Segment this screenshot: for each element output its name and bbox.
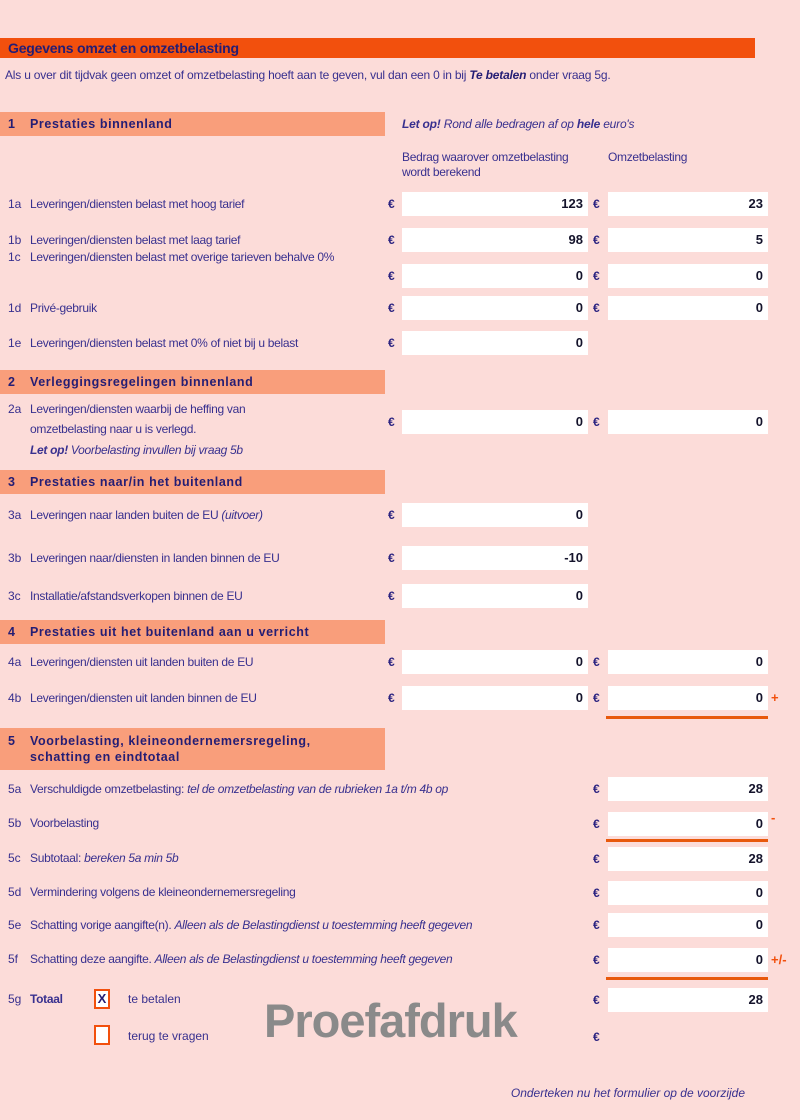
euro-icon: €: [593, 1030, 600, 1044]
intro-pre: Als u over dit tijdvak geen omzet of omzetbelasting hoeft aan te geven, vul dan een 0 in bij: [5, 68, 470, 82]
row-3a-id: 3a: [8, 508, 22, 522]
row-4a-label: Leveringen/diensten uit landen buiten de EU: [30, 655, 254, 669]
euro-icon: €: [388, 301, 395, 315]
field-1e-base-amount[interactable]: 0: [402, 331, 588, 355]
euro-icon: €: [593, 852, 600, 866]
field-3b-base-amount[interactable]: -10: [402, 546, 588, 570]
column-header-base-amount: Bedrag waarover omzetbelasting wordt berekend: [402, 150, 569, 179]
euro-icon: €: [593, 817, 600, 831]
plus-operator: +: [771, 690, 779, 705]
field-1b-base-amount[interactable]: 98: [402, 228, 588, 252]
section-2-number: 2: [8, 375, 16, 389]
footer-sign-instruction: Onderteken nu het formulier op de voorzijde: [510, 1086, 745, 1100]
row-3c-label: Installatie/afstandsverkopen binnen de EU: [30, 589, 243, 603]
section-3-header: [0, 470, 385, 494]
row-5f-label: [30, 952, 590, 966]
row-2a-note: [30, 443, 370, 457]
euro-icon: €: [388, 415, 395, 429]
row-1a-id: 1a: [8, 197, 22, 211]
round-note-post: euro's: [600, 117, 635, 131]
row-5b-id: 5b: [8, 816, 22, 830]
euro-icon: €: [593, 301, 600, 315]
euro-icon: €: [388, 197, 395, 211]
field-5f-tax-amount[interactable]: 0: [608, 948, 768, 972]
row-5c-label-italic: bereken 5a min 5b: [84, 851, 179, 865]
euro-icon: €: [593, 233, 600, 247]
checkbox-x-mark: X: [97, 991, 107, 1006]
row-2a-label-line2: omzetbelasting naar u is verlegd.: [30, 422, 197, 436]
row-5b-label: Voorbelasting: [30, 816, 99, 830]
field-1a-base-amount[interactable]: 123: [402, 192, 588, 216]
field-5b-tax-amount[interactable]: 0: [608, 812, 768, 836]
round-amounts-note: [402, 117, 634, 131]
row-3a-label-italic: (uitvoer): [221, 508, 263, 522]
row-5e-id: 5e: [8, 918, 22, 932]
field-5e-tax-amount[interactable]: 0: [608, 913, 768, 937]
section-4-header: [0, 620, 385, 644]
row-4a-id: 4a: [8, 655, 22, 669]
section-1-number: 1: [8, 117, 16, 131]
euro-icon: €: [593, 993, 600, 1007]
row-3c-id: 3c: [8, 589, 21, 603]
section-3-number: 3: [8, 475, 16, 489]
sum-divider-line: [606, 839, 768, 842]
euro-icon: €: [388, 551, 395, 565]
section-5-number: 5: [8, 734, 16, 748]
row-5e-label-text: Schatting vorige aangifte(n).: [30, 918, 175, 932]
row-5g-id: 5g: [8, 992, 22, 1006]
field-1c-tax-amount[interactable]: 0: [608, 264, 768, 288]
euro-icon: €: [593, 953, 600, 967]
round-note-pre: Rond alle bedragen af op: [440, 117, 577, 131]
intro-text: [5, 68, 785, 82]
form-title: Gegevens omzet en omzetbelasting: [8, 40, 239, 56]
euro-icon: €: [593, 782, 600, 796]
field-1d-base-amount[interactable]: 0: [402, 296, 588, 320]
section-2-title: Verleggingsregelingen binnenland: [30, 375, 254, 389]
row-5a-label: [30, 782, 575, 796]
round-note-emphasis: hele: [576, 117, 601, 131]
row-5c-label-text: Subtotaal:: [30, 851, 85, 865]
section-2-header: [0, 370, 385, 394]
row-2a-note-text: Voorbelasting invullen bij vraag 5b: [67, 443, 243, 457]
field-4b-base-amount[interactable]: 0: [402, 686, 588, 710]
row-5c-label: [30, 851, 575, 865]
euro-icon: €: [388, 589, 395, 603]
row-3a-label-text: Leveringen naar landen buiten de EU: [30, 508, 222, 522]
section-1-header: [0, 112, 385, 136]
intro-emphasis: Te betalen: [469, 68, 527, 82]
euro-icon: €: [388, 336, 395, 350]
row-2a-label-line1: Leveringen/diensten waarbij de heffing van: [30, 402, 246, 416]
let-op-label: Let op!: [402, 117, 441, 131]
section-3-title: Prestaties naar/in het buitenland: [30, 475, 243, 489]
row-3b-id: 3b: [8, 551, 22, 565]
row-3a-label: [30, 508, 390, 522]
field-4a-tax-amount[interactable]: 0: [608, 650, 768, 674]
field-5a-tax-amount[interactable]: 28: [608, 777, 768, 801]
row-5a-label-italic: tel de omzetbelasting van de rubrieken 1a t/m 4b op: [187, 782, 448, 796]
euro-icon: €: [593, 269, 600, 283]
row-1d-label: Privé-gebruik: [30, 301, 97, 315]
euro-icon: €: [593, 691, 600, 705]
euro-icon: €: [593, 918, 600, 932]
field-3c-base-amount[interactable]: 0: [402, 584, 588, 608]
row-2a-id: 2a: [8, 402, 22, 416]
field-1b-tax-amount[interactable]: 5: [608, 228, 768, 252]
euro-icon: €: [593, 197, 600, 211]
section-1-title: Prestaties binnenland: [30, 117, 173, 131]
section-4-number: 4: [8, 625, 16, 639]
field-5c-tax-amount[interactable]: 28: [608, 847, 768, 871]
euro-icon: €: [388, 655, 395, 669]
plus-minus-operator: +/-: [771, 952, 787, 967]
terug-te-vragen-checkbox[interactable]: [94, 1025, 110, 1045]
sum-divider-line: [606, 977, 768, 980]
euro-icon: €: [388, 691, 395, 705]
row-5f-id: 5f: [8, 952, 19, 966]
euro-icon: €: [593, 886, 600, 900]
field-2a-tax-amount[interactable]: 0: [608, 410, 768, 434]
row-1e-id: 1e: [8, 336, 22, 350]
row-5e-label: [30, 918, 590, 932]
row-1b-label: Leveringen/diensten belast met laag tarief: [30, 233, 241, 247]
field-4a-base-amount[interactable]: 0: [402, 650, 588, 674]
row-5a-id: 5a: [8, 782, 22, 796]
sum-divider-line: [606, 716, 768, 719]
row-5d-id: 5d: [8, 885, 22, 899]
field-1c-base-amount[interactable]: 0: [402, 264, 588, 288]
row-5f-label-italic: Alleen als de Belastingdienst u toestemming heeft gegeven: [154, 952, 453, 966]
row-5a-label-text: Verschuldigde omzetbelasting:: [30, 782, 188, 796]
row-1d-id: 1d: [8, 301, 22, 315]
row-1b-id: 1b: [8, 233, 22, 247]
field-3a-base-amount[interactable]: 0: [402, 503, 588, 527]
row-4b-label: Leveringen/diensten uit landen binnen de EU: [30, 691, 257, 705]
field-5d-tax-amount[interactable]: 0: [608, 881, 768, 905]
terug-te-vragen-label: terug te vragen: [128, 1029, 209, 1043]
section-4-title: Prestaties uit het buitenland aan u verricht: [30, 625, 310, 639]
minus-operator: -: [771, 810, 776, 825]
te-betalen-checkbox[interactable]: [94, 989, 110, 1009]
row-1c-label: Leveringen/diensten belast met overige tarieven behalve 0%: [30, 250, 335, 264]
intro-post: onder vraag 5g.: [526, 68, 611, 82]
row-4b-id: 4b: [8, 691, 22, 705]
row-3b-label: Leveringen naar/diensten in landen binnen de EU: [30, 551, 280, 565]
field-2a-base-amount[interactable]: 0: [402, 410, 588, 434]
euro-icon: €: [388, 269, 395, 283]
field-1d-tax-amount[interactable]: 0: [608, 296, 768, 320]
euro-icon: €: [388, 233, 395, 247]
row-1e-label: Leveringen/diensten belast met 0% of niet bij u belast: [30, 336, 298, 350]
section-5-title: Voorbelasting, kleineondernemersregeling, schatting en eindtotaal: [30, 734, 311, 764]
row-5c-id: 5c: [8, 851, 21, 865]
form-title-bar: [0, 38, 755, 58]
section-5-header: [0, 728, 385, 770]
euro-icon: €: [388, 508, 395, 522]
column-header-tax: Omzetbelasting: [608, 150, 688, 164]
field-5g-total-amount[interactable]: 28: [608, 988, 768, 1012]
row-5d-label: Vermindering volgens de kleineondernemersregeling: [30, 885, 296, 899]
field-4b-tax-amount[interactable]: 0: [608, 686, 768, 710]
te-betalen-label: te betalen: [128, 992, 181, 1006]
let-op-label: Let op!: [30, 443, 68, 457]
row-5e-label-italic: Alleen als de Belastingdienst u toestemming heeft gegeven: [174, 918, 473, 932]
field-1a-tax-amount[interactable]: 23: [608, 192, 768, 216]
proof-print-watermark: Proefafdruk: [264, 994, 517, 1047]
euro-icon: €: [593, 655, 600, 669]
row-1a-label: Leveringen/diensten belast met hoog tarief: [30, 197, 245, 211]
euro-icon: €: [593, 415, 600, 429]
row-5g-label: Totaal: [30, 992, 63, 1006]
row-5f-label-text: Schatting deze aangifte.: [30, 952, 155, 966]
row-1c-id: 1c: [8, 250, 21, 264]
